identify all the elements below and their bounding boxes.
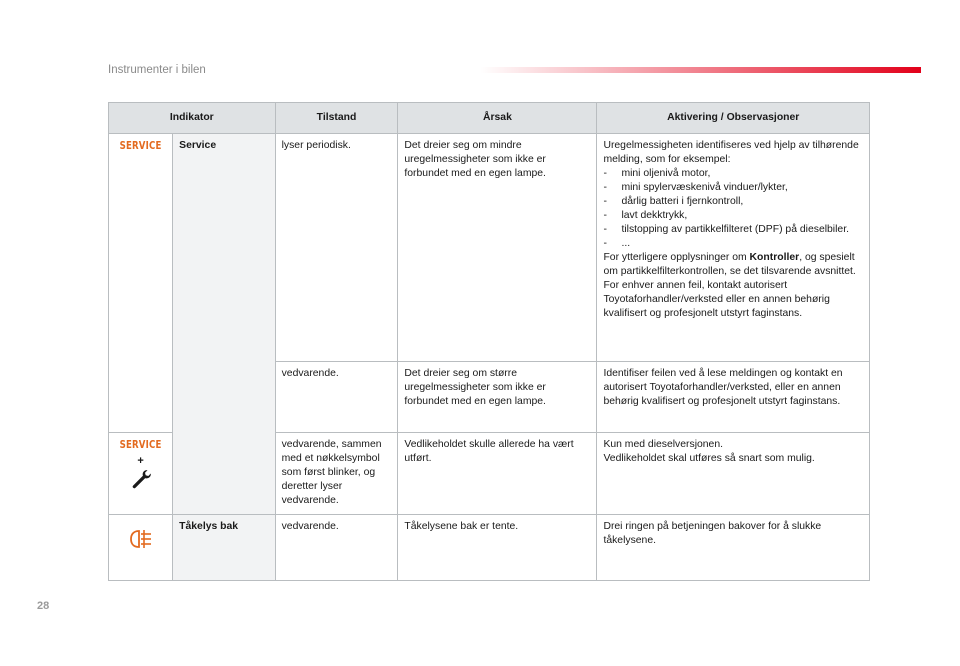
table-header-row: [109, 103, 870, 134]
indicator-table: [108, 102, 870, 581]
cause-cell: Det dreier seg om mindre uregelmessigheter som ikke er forbundet med en egen lampe.: [398, 134, 597, 362]
indicator-name-service: Service: [173, 134, 275, 515]
service-wrench-indicator-cell: [109, 433, 173, 515]
table-row: [109, 515, 870, 581]
list-item: - mini oljenivå motor,: [603, 168, 711, 179]
observation-intro: Uregelmessigheten identifiseres ved hjelp av tilhørende melding, som for eksempel:: [603, 140, 859, 165]
observations-cell: Drei ringen på betjeningen bakover for å slukke tåkelysene.: [597, 515, 870, 581]
list-item: - ...: [603, 238, 631, 249]
state-cell: vedvarende.: [275, 515, 398, 581]
table-row: [109, 134, 870, 362]
state-cell: lyser periodisk.: [275, 134, 398, 362]
observation-more: For ytterligere opplysninger om Kontroller, og spesielt om partikkelfilterkontrollen, se det tilsvarende avsnittet.: [603, 252, 856, 277]
observation-line: Kun med dieselversjonen.: [603, 439, 724, 450]
cause-cell: Det dreier seg om større uregelmessigheter som ikke er forbundet med en egen lampe.: [398, 362, 597, 433]
indicator-name-rear-fog: Tåkelys bak: [173, 515, 275, 581]
observations-cell: [597, 433, 870, 515]
rear-fog-indicator-cell: [109, 515, 173, 581]
rear-fog-light-icon: [115, 528, 166, 555]
page-number: 28: [37, 600, 50, 612]
column-header-state: Tilstand: [275, 103, 398, 134]
list-item: - mini spylervæskenivå vinduer/lykter,: [603, 182, 788, 193]
header-accent-bar: [480, 67, 921, 73]
service-warning-icon: SERVICE: [119, 140, 162, 152]
observations-cell: Identifiser feilen ved å lese meldingen og kontakt en autorisert Toyotaforhandler/verksted, eller en annen behørig kvalifisert og profesjonelt utstyrt faginstans.: [597, 362, 870, 433]
observations-cell: [597, 134, 870, 362]
list-item: - lavt dekktrykk,: [603, 210, 688, 221]
list-item: - dårlig batteri i fjernkontroll,: [603, 196, 744, 207]
state-cell: vedvarende.: [275, 362, 398, 433]
section-title: Instrumenter i bilen: [108, 64, 206, 76]
observation-other: For enhver annen feil, kontakt autorisert Toyotaforhandler/verksted eller en annen behørig kvalifisert og profesjonelt utstyrt faginstans.: [603, 280, 830, 319]
cause-cell: Vedlikeholdet skulle allerede ha vært utført.: [398, 433, 597, 515]
state-cell: vedvarende, sammen med et nøkkelsymbol som først blinker, og deretter lyser vedvarende.: [275, 433, 398, 515]
observation-line: Vedlikeholdet skal utføres så snart som mulig.: [603, 453, 815, 464]
service-indicator-cell: [109, 134, 173, 433]
plus-sign: +: [137, 455, 144, 467]
cause-cell: Tåkelysene bak er tente.: [398, 515, 597, 581]
list-item: - tilstopping av partikkelfilteret (DPF) på dieselbiler.: [603, 224, 849, 235]
column-header-indicator: Indikator: [109, 103, 276, 134]
column-header-observations: Aktivering / Observasjoner: [597, 103, 870, 134]
service-warning-icon: SERVICE: [119, 439, 162, 451]
column-header-cause: Årsak: [398, 103, 597, 134]
wrench-icon: [115, 468, 166, 495]
